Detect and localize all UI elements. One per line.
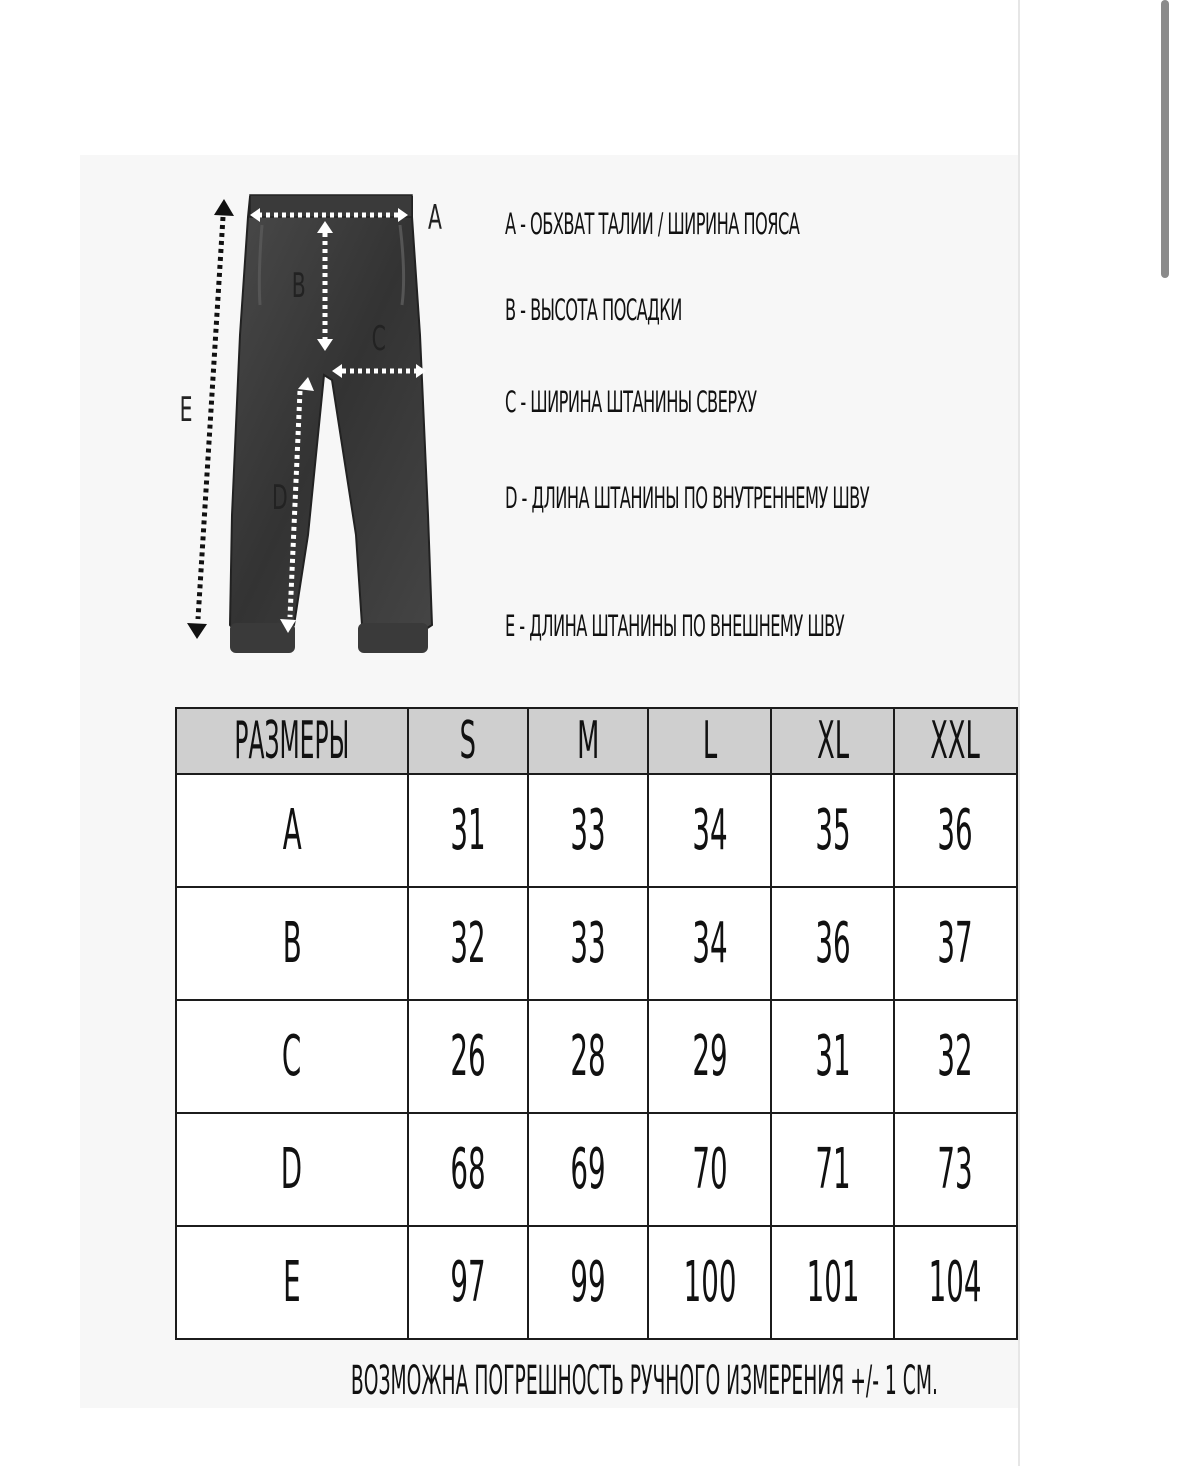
pants-image bbox=[230, 195, 432, 653]
table-cell: 71 bbox=[771, 1113, 894, 1226]
table-cell: 37 bbox=[894, 887, 1017, 1000]
table-cell: 73 bbox=[894, 1113, 1017, 1226]
row-label: A bbox=[176, 774, 408, 887]
panel-divider bbox=[1018, 0, 1020, 1466]
legend-d: D - ДЛИНА ШТАНИНЫ ПО ВНУТРЕННЕМУ ШВУ bbox=[505, 481, 870, 515]
legend-e: E - ДЛИНА ШТАНИНЫ ПО ВНЕШНЕМУ ШВУ bbox=[505, 609, 845, 643]
pants-diagram bbox=[80, 155, 1018, 685]
mark-b-label: B bbox=[291, 265, 306, 306]
table-cell: 36 bbox=[771, 887, 894, 1000]
legend-b: B - ВЫСОТА ПОСАДКИ bbox=[505, 293, 682, 327]
size-header-xxl: XXL bbox=[894, 708, 1017, 774]
row-label: B bbox=[176, 887, 408, 1000]
table-corner-cell: РАЗМЕРЫ bbox=[176, 708, 408, 774]
row-label: E bbox=[176, 1226, 408, 1339]
table-cell: 31 bbox=[771, 1000, 894, 1113]
table-cell: 33 bbox=[528, 774, 648, 887]
table-cell: 29 bbox=[648, 1000, 771, 1113]
table-row bbox=[176, 1226, 1017, 1339]
table-cell: 32 bbox=[408, 887, 528, 1000]
table-cell: 97 bbox=[408, 1226, 528, 1339]
table-cell: 32 bbox=[894, 1000, 1017, 1113]
mark-c-label: C bbox=[371, 318, 386, 359]
table-cell: 35 bbox=[771, 774, 894, 887]
table-cell: 31 bbox=[408, 774, 528, 887]
table-cell: 33 bbox=[528, 887, 648, 1000]
table-cell: 101 bbox=[771, 1226, 894, 1339]
measure-e-arrow bbox=[187, 199, 234, 639]
size-header-s: S bbox=[408, 708, 528, 774]
table-cell: 34 bbox=[648, 887, 771, 1000]
table-header-row bbox=[176, 708, 1017, 774]
size-header-m: M bbox=[528, 708, 648, 774]
table-cell: 28 bbox=[528, 1000, 648, 1113]
table-row bbox=[176, 1113, 1017, 1226]
legend-a: A - ОБХВАТ ТАЛИИ / ШИРИНА ПОЯСА bbox=[505, 207, 800, 241]
table-cell: 68 bbox=[408, 1113, 528, 1226]
measurement-footnote: ВОЗМОЖНА ПОГРЕШНОСТЬ РУЧНОГО ИЗМЕРЕНИЯ +/- 1 СМ. bbox=[350, 1358, 938, 1404]
table-cell: 100 bbox=[648, 1226, 771, 1339]
table-row bbox=[176, 887, 1017, 1000]
table-row bbox=[176, 774, 1017, 887]
row-label: D bbox=[176, 1113, 408, 1226]
mark-a-label: A bbox=[428, 197, 442, 238]
table-cell: 69 bbox=[528, 1113, 648, 1226]
size-chart-card bbox=[80, 155, 1018, 1408]
table-row bbox=[176, 1000, 1017, 1113]
table-cell: 34 bbox=[648, 774, 771, 887]
mark-d-label: D bbox=[272, 477, 288, 518]
table-cell: 104 bbox=[894, 1226, 1017, 1339]
legend-c: C - ШИРИНА ШТАНИНЫ СВЕРХУ bbox=[505, 385, 757, 419]
size-header-xl: XL bbox=[771, 708, 894, 774]
table-cell: 99 bbox=[528, 1226, 648, 1339]
scrollbar[interactable] bbox=[1161, 0, 1169, 278]
mark-e-label: E bbox=[179, 389, 193, 430]
row-label: C bbox=[176, 1000, 408, 1113]
table-cell: 36 bbox=[894, 774, 1017, 887]
table-cell: 26 bbox=[408, 1000, 528, 1113]
size-table bbox=[175, 707, 1018, 1340]
table-cell: 70 bbox=[648, 1113, 771, 1226]
size-header-l: L bbox=[648, 708, 771, 774]
